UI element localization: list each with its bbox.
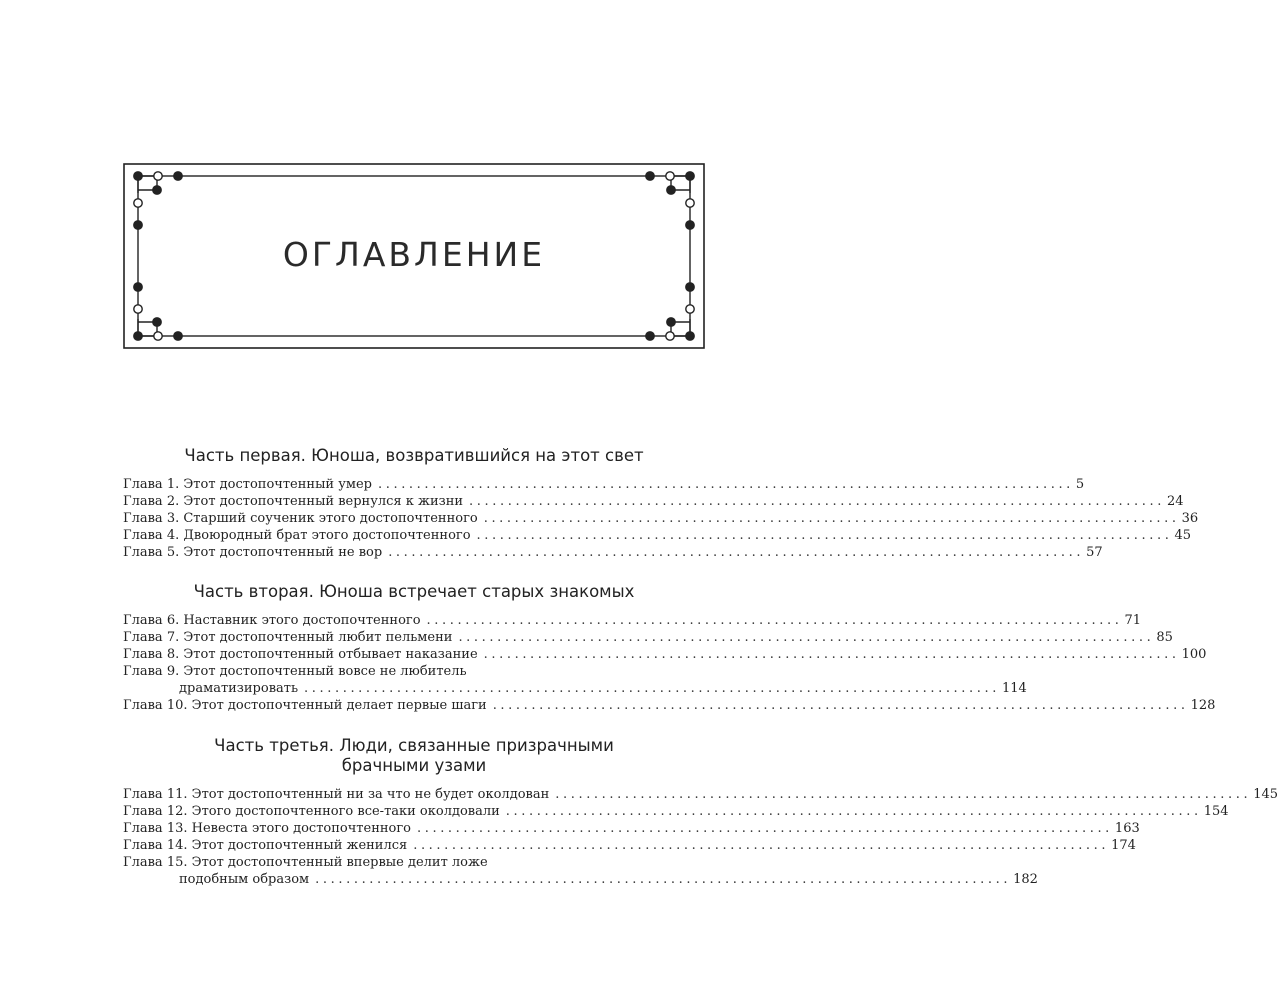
frame-dot-filled-icon — [153, 186, 161, 194]
chapter-title: Глава 5. Этот достопочтенный не вор — [123, 545, 383, 560]
frame-dot-hollow-icon — [686, 305, 694, 313]
chapter-entry[interactable] — [123, 510, 1199, 527]
page-number: 182 — [1013, 872, 1038, 887]
frame-dot-hollow-icon — [134, 199, 142, 207]
chapter-line — [123, 527, 1192, 544]
frame-dot-filled-icon — [646, 332, 654, 340]
page-number: 85 — [1156, 630, 1173, 645]
frame-dot-filled-icon — [667, 186, 675, 194]
page-number: 57 — [1086, 545, 1103, 560]
frame-dot-filled-icon — [686, 332, 694, 340]
chapter-title: драматизировать — [179, 681, 299, 696]
chapter-title: Глава 3. Старший соученик этого достопочтенного — [123, 511, 478, 526]
chapter-title: Глава 10. Этот достопочтенный делает первые шаги — [123, 698, 487, 713]
frame-dot-filled-icon — [134, 221, 142, 229]
chapter-line — [123, 871, 1038, 888]
frame-dot-hollow-icon — [154, 332, 162, 340]
frame-dot-hollow-icon — [134, 305, 142, 313]
frame-dot-filled-icon — [134, 283, 142, 291]
chapter-list — [123, 476, 1199, 561]
chapter-title: Глава 8. Этот достопочтенный отбывает наказание — [123, 647, 478, 662]
chapter-title: Глава 4. Двоюродный брат этого достопочтенного — [123, 528, 471, 543]
dot-leader: .......................................................................................... — [505, 804, 1202, 819]
chapter-entry[interactable] — [123, 663, 1027, 697]
chapter-entry[interactable] — [123, 646, 1207, 663]
part-title — [123, 446, 705, 466]
page-number: 174 — [1111, 838, 1136, 853]
chapter-list — [123, 786, 1278, 888]
chapter-title: подобным образом — [179, 872, 310, 887]
chapter-title: Глава 15. Этот достопочтенный впервые делит ложе — [123, 855, 488, 870]
page-number: 154 — [1203, 804, 1229, 819]
frame-dot-filled-icon — [153, 318, 161, 326]
frame-dot-filled-icon — [174, 172, 182, 180]
page-title: ОГЛАВЛЕНИЕ — [282, 235, 546, 274]
chapter-line — [123, 646, 1207, 663]
page-number: 100 — [1181, 647, 1207, 662]
chapter-line — [123, 837, 1136, 854]
chapter-entry[interactable] — [123, 612, 1142, 629]
frame-dot-filled-icon — [134, 332, 142, 340]
chapter-title: Глава 1. Этот достопочтенный умер — [123, 477, 372, 492]
page-number: 71 — [1124, 613, 1142, 628]
part-title — [123, 582, 705, 602]
chapter-title: Глава 2. Этот достопочтенный вернулся к жизни — [123, 494, 464, 509]
page-number: 114 — [1001, 681, 1027, 696]
chapter-line — [123, 476, 1085, 493]
chapter-line — [123, 803, 1229, 820]
part-title-line: Часть вторая. Юноша встречает старых знакомых — [193, 582, 635, 601]
dot-leader: .......................................................................................... — [458, 630, 1155, 645]
frame-dot-hollow-icon — [686, 199, 694, 207]
chapter-title: Глава 12. Этого достопочтенного все-таки околдовали — [123, 804, 500, 819]
part-title-line: Часть третья. Люди, связанные призрачными — [214, 736, 614, 755]
chapter-title: Глава 9. Этот достопочтенный вовсе не любитель — [123, 664, 467, 679]
part-title — [123, 736, 705, 776]
frame-dot-filled-icon — [174, 332, 182, 340]
dot-leader: .......................................................................................... — [413, 838, 1110, 853]
frame-dot-filled-icon — [646, 172, 654, 180]
chapter-title: Глава 7. Этот достопочтенный любит пельмени — [123, 630, 453, 645]
chapter-entry[interactable] — [123, 697, 1216, 714]
chapter-line — [123, 786, 1278, 803]
chapter-line — [123, 697, 1216, 714]
chapter-title: Глава 6. Наставник этого достопочтенного — [123, 613, 421, 628]
chapter-entry[interactable] — [123, 527, 1192, 544]
page-number: 36 — [1181, 511, 1199, 526]
dot-leader: .......................................................................................... — [378, 477, 1074, 492]
dot-leader: .......................................................................................... — [417, 821, 1113, 836]
chapter-entry[interactable] — [123, 837, 1136, 854]
chapter-entry[interactable] — [123, 803, 1229, 820]
chapter-line — [123, 510, 1199, 527]
part-title-line: Часть первая. Юноша, возвратившийся на этот свет — [184, 446, 644, 465]
chapter-entry[interactable] — [123, 854, 1038, 888]
dot-leader: .......................................................................................... — [315, 872, 1012, 887]
page-number: 5 — [1075, 477, 1085, 492]
chapter-line — [123, 544, 1103, 561]
page-number: 128 — [1190, 698, 1216, 713]
chapter-line — [123, 680, 1027, 697]
dot-leader: .......................................................................................... — [426, 613, 1123, 628]
dot-leader: .......................................................................................... — [492, 698, 1189, 713]
dot-leader: .......................................................................................... — [483, 647, 1180, 662]
chapter-entry[interactable] — [123, 629, 1173, 646]
frame-dot-filled-icon — [686, 221, 694, 229]
chapter-line — [123, 820, 1140, 837]
part-title-line: брачными узами — [341, 756, 487, 775]
page-number: 45 — [1174, 528, 1192, 543]
chapter-entry[interactable] — [123, 493, 1184, 510]
chapter-entry[interactable] — [123, 544, 1103, 561]
chapter-line — [123, 663, 707, 680]
chapter-line — [123, 612, 1142, 629]
dot-leader: .......................................................................................... — [388, 545, 1085, 560]
frame-dot-filled-icon — [686, 172, 694, 180]
frame-dot-filled-icon — [686, 283, 694, 291]
page-number: 24 — [1166, 494, 1184, 509]
frame-dot-hollow-icon — [666, 332, 674, 340]
frame-dot-filled-icon — [667, 318, 675, 326]
dot-leader: .......................................................................................... — [469, 494, 1165, 509]
page-number: 145 — [1253, 787, 1278, 802]
chapter-title: Глава 14. Этот достопочтенный женился — [123, 838, 408, 853]
chapter-line — [123, 493, 1184, 510]
chapter-entry[interactable] — [123, 476, 1085, 493]
frame-dot-hollow-icon — [666, 172, 674, 180]
chapter-entry[interactable] — [123, 786, 1278, 803]
chapter-title: Глава 11. Этот достопочтенный ни за что не будет околдован — [123, 787, 550, 802]
chapter-line — [123, 854, 707, 871]
chapter-title: Глава 13. Невеста этого достопочтенного — [123, 821, 411, 836]
frame-dot-hollow-icon — [154, 172, 162, 180]
dot-leader: .......................................................................................... — [304, 681, 1000, 696]
dot-leader: .......................................................................................... — [476, 528, 1173, 543]
frame-dot-filled-icon — [134, 172, 142, 180]
chapter-line — [123, 629, 1173, 646]
page-number: 163 — [1114, 821, 1140, 836]
dot-leader: .......................................................................................... — [555, 787, 1252, 802]
chapter-list — [123, 612, 1216, 714]
chapter-entry[interactable] — [123, 820, 1140, 837]
dot-leader: .......................................................................................... — [483, 511, 1180, 526]
